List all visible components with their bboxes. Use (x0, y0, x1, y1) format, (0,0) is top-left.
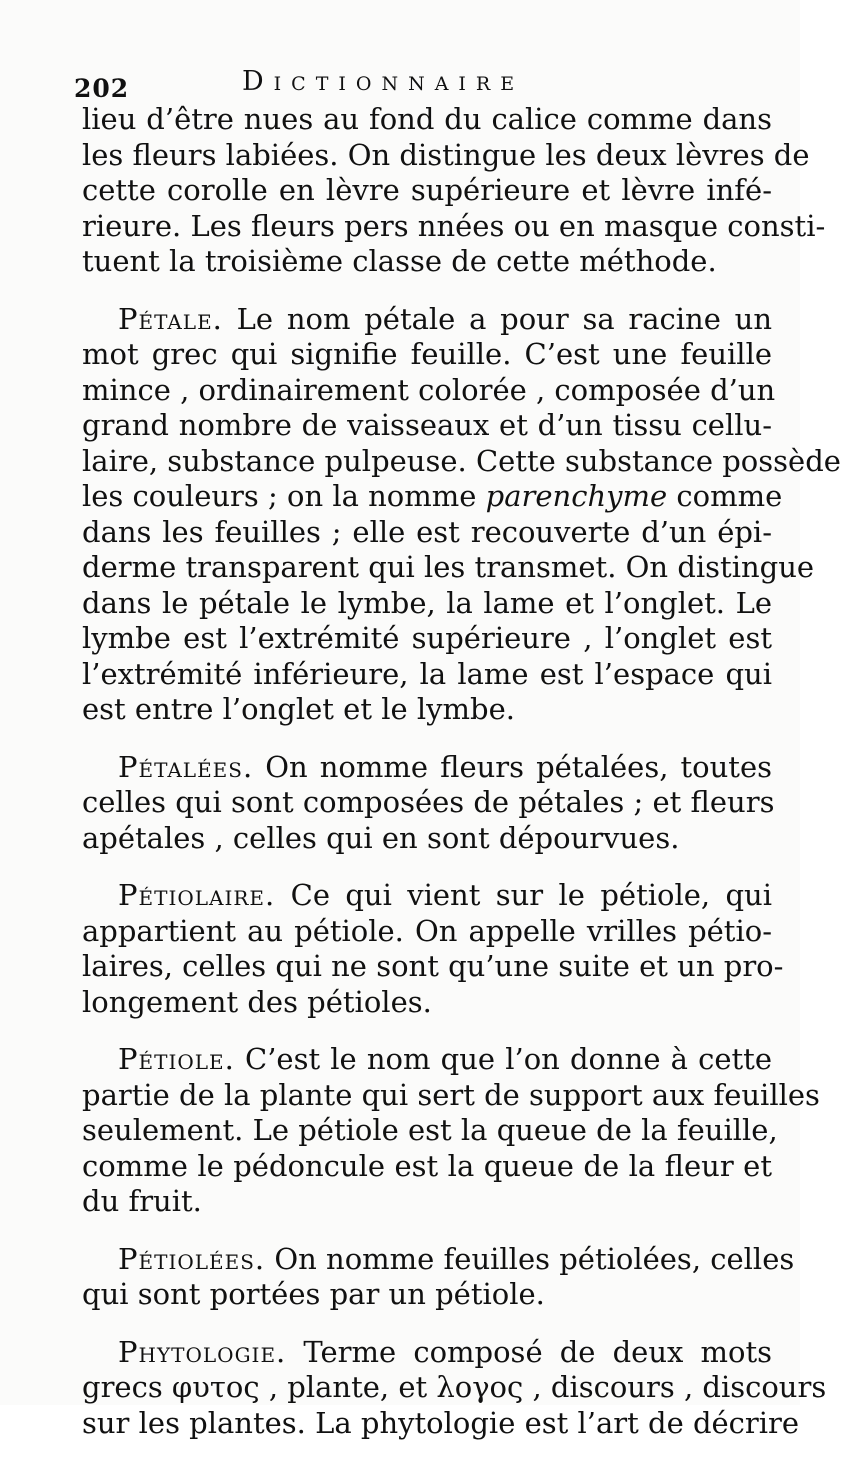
entry-text: Ce qui vient sur le pétiole, qui (275, 878, 772, 912)
text-line: sur les plantes. La phytologie est l’art de décrire (82, 1405, 800, 1440)
text-line: tuent la troisième classe de cette méthode. (82, 244, 717, 278)
entry-petiolaire (82, 878, 784, 1020)
text-line (82, 479, 783, 515)
running-head (74, 66, 754, 106)
entry-text: On nomme fleurs pétalées, toutes (253, 749, 772, 784)
text-line: comme le pédoncule est la queue de la fleur et (82, 1148, 772, 1183)
entry-headword: Pétiole. (118, 1042, 235, 1076)
text-line: rieure. Les fleurs pers nnées ou en masque consti- (82, 208, 826, 243)
text-line: dans le pétale le lymbe, la lame et l’onglet. Le (82, 585, 772, 620)
running-title: Dictionnaire (242, 66, 525, 97)
entry-first-line (82, 302, 772, 338)
text-line: mot grec qui signifie feuille. C’est une feuille (82, 337, 772, 371)
entry-headword: Pétiolaire. (118, 878, 276, 912)
italic-term: parenchyme (485, 479, 668, 513)
entry-text: Le nom pétale a pour sa racine un (222, 301, 772, 336)
entry-first-line (82, 878, 772, 914)
entry-headword: Phytologie. (118, 1334, 287, 1369)
entry-headword: Pétalées. (118, 749, 254, 784)
text-line: derme transparent qui les transmet. On distingue (82, 550, 815, 584)
text-line: partie de la plante qui sert de support aux feuilles (82, 1077, 820, 1112)
entry-first-line (82, 750, 772, 786)
entry-text: Terme composé de deux mots (286, 1334, 772, 1369)
text-line: mince , ordinairement colorée , composée d’un (82, 372, 776, 407)
entry-text: C’est le nom que l’on donne à cette (234, 1042, 772, 1076)
entry-petiolees (82, 1241, 795, 1313)
text-line: appartient au pétiole. On appelle vrilles pétio- (82, 913, 772, 948)
text-line: l’extrémité inférieure, la lame est l’espace qui (82, 656, 772, 691)
text-line: longement des pétioles. (82, 984, 432, 1019)
text-line: seulement. Le pétiole est la queue de la feuille, (82, 1113, 778, 1147)
entry-petiole (82, 1042, 820, 1220)
text-line: qui sont portées par un pétiole. (82, 1277, 545, 1311)
text-line: celles qui sont composées de pétales ; et fleurs (82, 785, 775, 819)
text-line: dans les feuilles ; elle est recouverte d’un épi- (82, 514, 772, 549)
text-line: est entre l’onglet et le lymbe. (82, 692, 515, 726)
text-line: laires, celles qui ne sont qu’une suite et un pro- (82, 949, 784, 983)
entry-petalees (82, 749, 775, 857)
text-line: lymbe est l’extrémité supérieure , l’onglet est (82, 621, 772, 655)
entry-first-line (82, 1335, 772, 1371)
text-line: les fleurs labiées. On distingue les deux lèvres de (82, 137, 810, 172)
entry-text: On nomme feuilles pétiolées, celles (265, 1241, 795, 1276)
body-text (82, 102, 841, 1463)
entry-phytologie (82, 1334, 827, 1442)
text-line: cette corolle en lèvre supérieure et lèvre infé- (82, 173, 772, 207)
text-line: grecs φυτος , plante, et λογος , discours , discours (82, 1370, 827, 1404)
continuation-paragraph (82, 102, 826, 280)
text-line: du fruit. (82, 1184, 202, 1218)
text-line: laire, substance pulpeuse. Cette substance possède (82, 443, 841, 478)
text-line: lieu d’être nues au fond du calice comme dans (82, 102, 772, 136)
entry-headword: Pétale. (118, 301, 223, 336)
text-line: grand nombre de vaisseaux et d’un tissu cellu- (82, 408, 772, 442)
entry-first-line (82, 1042, 772, 1078)
entry-headword: Pétiolées. (118, 1241, 266, 1276)
text-line: apétales , celles qui en sont dépourvues. (82, 820, 680, 855)
entry-first-line (82, 1241, 795, 1278)
text-segment: comme (667, 479, 783, 513)
page-number: 202 (74, 74, 130, 103)
text-segment: les couleurs ; on la nomme (82, 479, 486, 513)
entry-petale (82, 301, 841, 728)
